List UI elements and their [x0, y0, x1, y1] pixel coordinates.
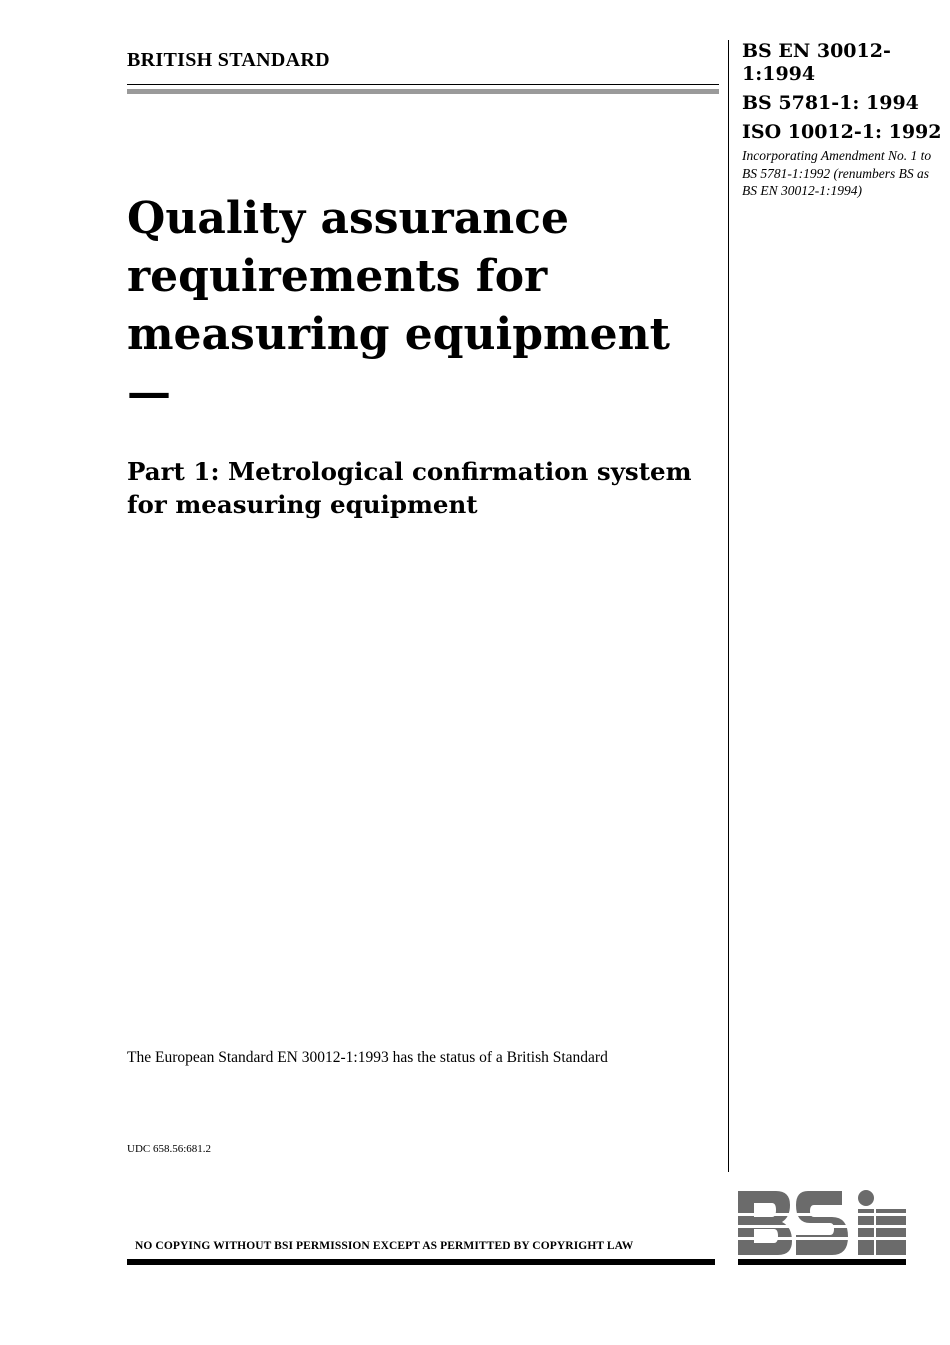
standard-id-iso: ISO 10012-1: 1992 [742, 121, 942, 143]
amendment-note: Incorporating Amendment No. 1 to BS 5781-1:1992 (renumbers BS as BS EN 30012-1:1994) [742, 148, 932, 198]
standard-identifiers [742, 40, 942, 200]
standard-id-bs-en: BS EN 30012-1:1994 [742, 40, 891, 85]
copyright-notice: NO COPYING WITHOUT BSI PERMISSION EXCEPT AS PERMITTED BY COPYRIGHT LAW [135, 1240, 634, 1252]
header-rule-thick [127, 89, 719, 94]
header-rule-thin [127, 84, 719, 85]
status-note: The European Standard EN 30012-1:1993 has the status of a British Standard [127, 1049, 608, 1066]
document-subtitle: Part 1: Metrological confirmation system for measuring equipment [127, 457, 692, 519]
brand-heading: BRITISH STANDARD [127, 49, 330, 71]
document-title: Quality assurance requirements for measuring equipment — [127, 193, 670, 418]
footer-rule [127, 1259, 715, 1265]
bsi-logo [738, 1189, 906, 1267]
standard-id-bs: BS 5781-1: 1994 [742, 92, 919, 114]
column-divider [728, 40, 729, 1172]
udc-code: UDC 658.56:681.2 [127, 1143, 212, 1155]
